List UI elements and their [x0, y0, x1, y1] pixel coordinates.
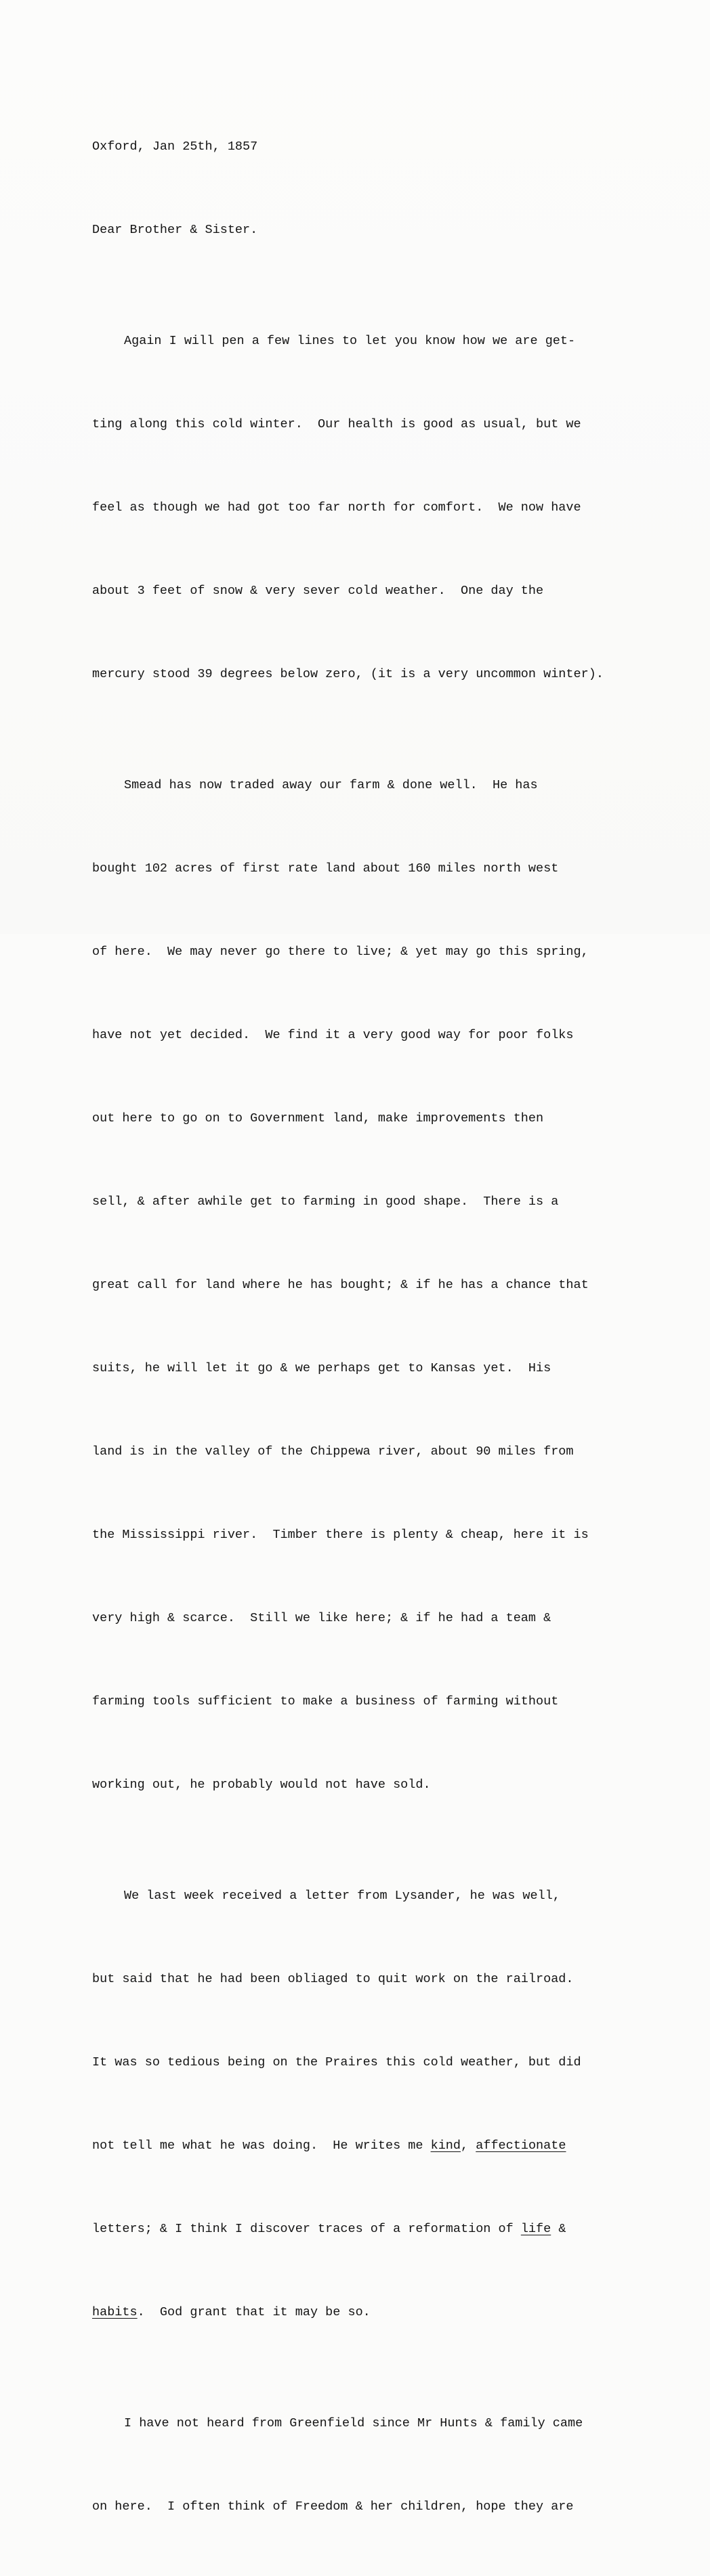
- underlined-word: affectionate: [476, 2139, 566, 2153]
- underlined-word: life: [520, 2222, 551, 2236]
- paragraph-2-line: great call for land where he has bought; & if he has a chance that: [92, 1278, 589, 1292]
- letter-body: [92, 77, 675, 2576]
- paragraph-3-line: We last week received a letter from Lysander, he was well,: [124, 1889, 560, 1903]
- text-fragment: letters; & I think I discover traces of a reformation of: [92, 2222, 521, 2236]
- paragraph-2-line: Smead has now traded away our farm & done well. He has: [124, 778, 538, 792]
- text-fragment: ,: [461, 2139, 476, 2153]
- paragraph-2-line: sell, & after awhile get to farming in good shape. There is a: [92, 1195, 559, 1209]
- paragraph-3-line: It was so tedious being on the Praires this cold weather, but did: [92, 2055, 581, 2069]
- paragraph-1-line: ting along this cold winter. Our health is good as usual, but we: [92, 417, 581, 431]
- paragraph-4-line: on here. I often think of Freedom & her children, hope they are: [92, 2499, 574, 2514]
- paragraph-2-line: suits, he will let it go & we perhaps get to Kansas yet. His: [92, 1361, 551, 1375]
- paragraph-3-line: [92, 2132, 675, 2160]
- paragraph-3-line: [92, 2215, 675, 2243]
- paragraph-2-line: of here. We may never go there to live; & yet may go this spring,: [92, 945, 589, 959]
- underlined-word: habits: [92, 2305, 138, 2319]
- paragraph-3-line: but said that he had been obliaged to quit work on the railroad.: [92, 1972, 574, 1986]
- underlined-word: kind: [430, 2139, 461, 2153]
- paragraph-1-line: feel as though we had got too far north for comfort. We now have: [92, 500, 581, 515]
- text-fragment: &: [551, 2222, 566, 2236]
- paragraph-1-line: about 3 feet of snow & very sever cold weather. One day the: [92, 584, 544, 598]
- paragraph-2-line: bought 102 acres of first rate land about 160 miles north west: [92, 861, 559, 876]
- paragraph-4-line: I have not heard from Greenfield since Mr Hunts & family came: [124, 2416, 583, 2430]
- text-fragment: not tell me what he was doing. He writes me: [92, 2139, 431, 2153]
- paragraph-2-line: farming tools sufficient to make a business of farming without: [92, 1694, 559, 1709]
- paragraph-2-line: have not yet decided. We find it a very good way for poor folks: [92, 1028, 574, 1042]
- text-fragment: . God grant that it may be so.: [137, 2305, 371, 2319]
- salutation: Dear Brother & Sister.: [92, 223, 258, 237]
- paragraph-3-line: [92, 2298, 675, 2326]
- paragraph-2-line: out here to go on to Government land, make improvements then: [92, 1111, 544, 1125]
- paragraph-2-line: the Mississippi river. Timber there is plenty & cheap, here it is: [92, 1528, 589, 1542]
- paragraph-1-line: mercury stood 39 degrees below zero, (it is a very uncommon winter).: [92, 667, 604, 681]
- paragraph-2-line: very high & scarce. Still we like here; & if he had a team &: [92, 1611, 551, 1625]
- dateline: Oxford, Jan 25th, 1857: [92, 139, 258, 154]
- paragraph-1-line: Again I will pen a few lines to let you know how we are get-: [124, 334, 576, 348]
- paragraph-2-line: working out, he probably would not have sold.: [92, 1778, 431, 1792]
- paragraph-2-line: land is in the valley of the Chippewa river, about 90 miles from: [92, 1444, 574, 1459]
